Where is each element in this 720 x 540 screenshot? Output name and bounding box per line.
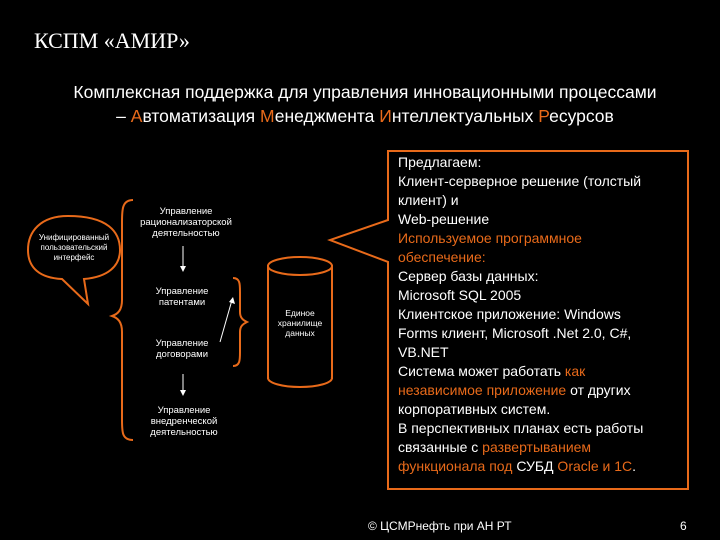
sub-part: есурсов	[549, 106, 614, 126]
callout-line	[398, 438, 688, 457]
callout-accent: независимое приложение	[398, 382, 567, 398]
module-rational	[128, 206, 244, 239]
callout-accent: Oracle и 1C	[553, 458, 633, 474]
callout-line: В перспективных планах есть работы	[398, 420, 644, 436]
callout-accent: функционала под	[398, 458, 517, 474]
subtitle-line-1: Комплексная поддержка для управления инновационными процессами	[73, 82, 657, 102]
module-patents: Управление патентами	[155, 286, 209, 308]
callout-accent: как	[564, 363, 586, 379]
sub-part: втоматизация	[142, 106, 260, 126]
callout-line: Клиент-серверное решение (толстый	[398, 173, 642, 189]
slide-title: КСПМ «АМИР»	[34, 28, 190, 53]
footer-copyright: © ЦСМРнефть при АН РТ	[368, 519, 512, 533]
callout-line: Сервер базы данных:	[398, 268, 539, 284]
diag-arrow-head	[229, 297, 235, 304]
ui-bubble-label: Унифицированный пользовательский интерфейс	[38, 233, 110, 262]
sub-accent: А	[130, 106, 143, 126]
callout-line: Web-решение	[398, 211, 490, 227]
module-rational-line-1: Управление	[159, 206, 213, 217]
callout-part: связанные с	[398, 439, 483, 455]
callout-line: обеспечение:	[398, 249, 486, 265]
database-label: Единое хранилище данных	[277, 308, 323, 338]
callout-line: корпоративных систем.	[398, 401, 551, 417]
callout-line	[398, 457, 688, 476]
callout-line	[398, 362, 688, 381]
callout-part: от других	[566, 382, 631, 398]
callout-line: клиент) и	[398, 192, 459, 208]
callout-line: Используемое программное	[398, 230, 582, 246]
callout-line: Клиентское приложение: Windows	[398, 306, 621, 322]
arrow-head	[180, 390, 186, 396]
callout-line: Forms клиент, Microsoft .Net 2.0, C#,	[398, 325, 632, 341]
module-implementation: Управление внедренческой деятельностью	[150, 405, 218, 438]
callout-part: .	[632, 458, 637, 474]
sub-part: нтеллектуальных	[391, 106, 539, 126]
sub-part: енеджмента	[274, 106, 380, 126]
callout-accent: развертыванием	[482, 439, 592, 455]
small-brace	[233, 278, 247, 366]
sub-accent: И	[379, 106, 392, 126]
module-rational-line-2: рационализаторской деятельностью	[140, 217, 232, 239]
callout-text	[388, 151, 688, 489]
callout-line: Microsoft SQL 2005	[398, 287, 522, 303]
callout-line: Предлагаем:	[398, 154, 482, 170]
callout-part: Система может работать	[398, 363, 565, 379]
db-cylinder-top	[268, 257, 332, 275]
sub-accent: Р	[538, 106, 550, 126]
callout-line: VB.NET	[398, 344, 449, 360]
arrow-head	[180, 266, 186, 272]
sub-part: –	[116, 106, 131, 126]
callout-part: СУБД	[516, 458, 554, 474]
module-contracts: Управление договорами	[155, 338, 209, 360]
page-number: 6	[680, 519, 687, 533]
sub-accent: М	[259, 106, 275, 126]
callout-line	[398, 381, 688, 400]
